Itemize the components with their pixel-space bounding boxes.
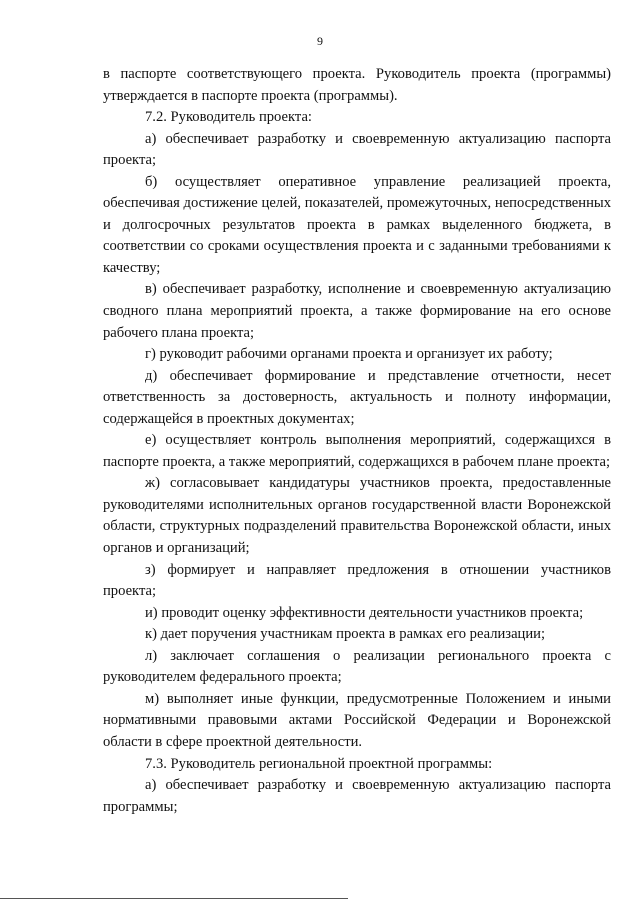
list-item: д) обеспечивает формирование и представление отчетности, несет ответственность за достоверность, актуальность и полноту информации, содержащейся в проектных документах; — [103, 367, 611, 427]
paragraph: в паспорте соответствующего проекта. Руководитель проекта (программы) утверждается в паспорте проекта (программы). — [103, 66, 611, 104]
document-body — [103, 64, 611, 818]
page-number: 9 — [317, 34, 323, 48]
list-item: и) проводит оценку эффективности деятельности участников проекта; — [145, 604, 584, 621]
list-item: в) обеспечивает разработку, исполнение и своевременную актуализацию сводного плана мероприятий проекта, а также формирование на его основе рабочего плана проекта; — [103, 281, 611, 341]
list-item: г) руководит рабочими органами проекта и организует их работу; — [145, 346, 553, 363]
section-heading: 7.2. Руководитель проекта: — [145, 109, 312, 126]
list-item: л) заключает соглашения о реализации регионального проекта с руководителем федерального проекта; — [103, 647, 611, 686]
list-item: з) формирует и направляет предложения в отношении участников проекта; — [103, 561, 611, 600]
section-heading: 7.3. Руководитель региональной проектной программы: — [145, 755, 493, 772]
list-item: ж) согласовывает кандидатуры участников проекта, предоставленные руководителями исполнительных органов государственной власти Воронежской области, структурных подразделений правительства Воронежской области, иных органов и организаций; — [103, 475, 611, 557]
footer-rule — [0, 898, 348, 899]
list-item: к) дает поручения участникам проекта в рамках его реализации; — [145, 626, 546, 643]
list-item: а) обеспечивает разработку и своевременную актуализацию паспорта программы; — [103, 777, 611, 815]
list-item: м) выполняет иные функции, предусмотренные Положением и иными нормативными правовыми актами Российской Федерации и Воронежской области в сфере проектной деятельности. — [103, 690, 611, 750]
list-item: а) обеспечивает разработку и своевременную актуализацию паспорта проекта; — [103, 130, 611, 169]
list-item: е) осуществляет контроль выполнения мероприятий, содержащихся в паспорте проекта, а также мероприятий, содержащихся в рабочем плане проекта; — [103, 432, 611, 470]
list-item: б) осуществляет оперативное управление реализацией проекта, обеспечивая достижение целей, показателей, промежуточных, непосредственных и долгосрочных результатов проекта в рамках выделенного бюджета, в соответствии со сроками осуществления проекта и с заданными требованиями к качеству; — [103, 173, 611, 276]
